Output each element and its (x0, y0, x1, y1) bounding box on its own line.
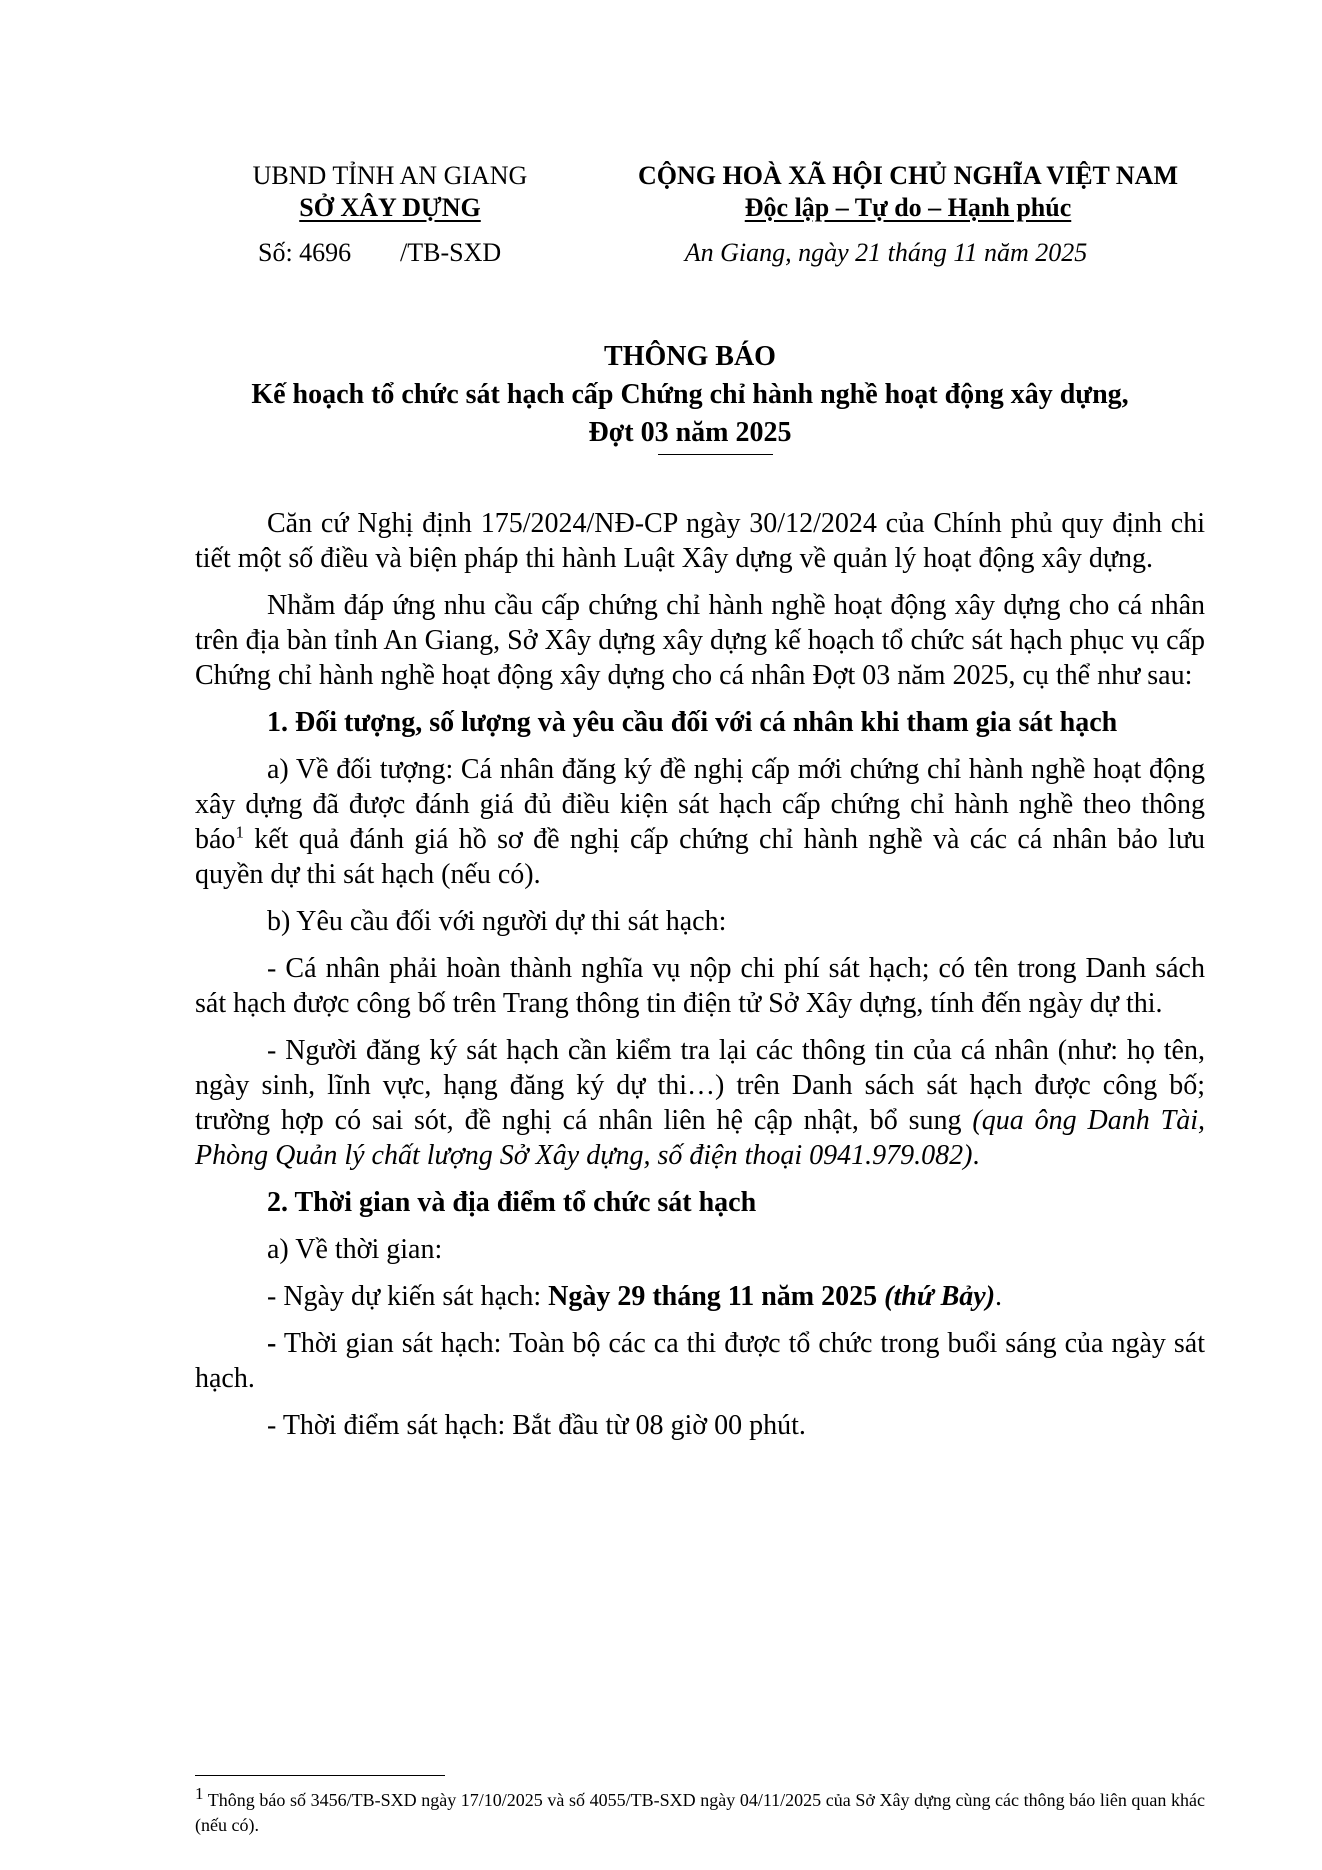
national-motto-block (606, 160, 1210, 224)
document-number-suffix: /TB-SXD (400, 238, 502, 267)
title-divider (658, 454, 773, 455)
paragraph-time-intro: a) Về thời gian: (267, 1234, 443, 1265)
paragraph-subjects: a) Về đối tượng: Cá nhân đăng ký đề nghị cấp mới chứng chỉ hành nghề hoạt động xây dựng đã được đánh giá đủ điều kiện sát hạch cấp chứng chỉ hành nghề theo thông báo$^1$ kết quả đánh giá hồ sơ đề nghị cấp chứng chỉ hành nghề và các cá nhân bảo lưu quyền dự thi sát hạch (nếu có). (195, 754, 1205, 890)
paragraph-requirements-intro: b) Yêu cầu đối với người dự thi sát hạch: (267, 906, 727, 937)
issuer-authority: UBND TỈNH AN GIANG (252, 161, 528, 190)
paragraph-purpose: Nhằm đáp ứng nhu cầu cấp chứng chỉ hành nghề hoạt động xây dựng cho cá nhân trên địa bàn tỉnh An Giang, Sở Xây dựng xây dựng kế hoạch tổ chức sát hạch phục vụ cấp Chứng chỉ hành nghề hoạt động xây dựng cho cá nhân Đợt 03 năm 2025, cụ thể như sau: (195, 590, 1205, 691)
place-date: An Giang, ngày 21 tháng 11 năm 2025 (684, 238, 1088, 267)
paragraph-exam-date: - Ngày dự kiến sát hạch: Ngày 29 tháng 11 năm 2025 (thứ Bảy). (267, 1281, 1003, 1312)
section-heading-1: 1. Đối tượng, số lượng và yêu cầu đối với cá nhân khi tham gia sát hạch (267, 707, 1118, 738)
paragraph-exam-start: - Thời điểm sát hạch: Bắt đầu từ 08 giờ 00 phút. (267, 1410, 806, 1441)
paragraph-exam-time: - Thời gian sát hạch: Toàn bộ các ca thi được tổ chức trong buổi sáng của ngày sát hạch. (195, 1328, 1205, 1394)
title-sub-line-1: Kế hoạch tổ chức sát hạch cấp Chứng chỉ hành nghề hoạt động xây dựng, (251, 379, 1129, 410)
document-title (160, 338, 1220, 452)
section-heading-2: 2. Thời gian và địa điểm tổ chức sát hạch (267, 1187, 757, 1218)
footnote-divider (195, 1775, 445, 1776)
footnote-text: Thông báo số 3456/TB-SXD ngày 17/10/2025 và số 4055/TB-SXD ngày 04/11/2025 của Sở Xây dựng cùng các thông báo liên quan khác (nếu có). (195, 1790, 1205, 1835)
issuer-block (230, 160, 550, 224)
issuer-department: SỞ XÂY DỰNG (299, 193, 481, 222)
footnote-mark: 1 (195, 1784, 204, 1803)
document-number: Số: 4696 (258, 238, 352, 267)
paragraph-requirement-check: - Người đăng ký sát hạch cần kiểm tra lại các thông tin của cá nhân (như: họ tên, ngày sinh, lĩnh vực, hạng đăng ký dự thi…) trên Danh sách sát hạch được công bố; trường hợp có sai sót, đề nghị cá nhân liên hệ cập nhật, bổ sung (qua ông Danh Tài, Phòng Quản lý chất lượng Sở Xây dựng, số điện thoại 0941.979.082). (195, 1035, 1205, 1171)
footnote (195, 1784, 1205, 1838)
paragraph-requirement-fee: - Cá nhân phải hoàn thành nghĩa vụ nộp chi phí sát hạch; có tên trong Danh sách sát hạch được công bố trên Trang thông tin điện tử Sở Xây dựng, tính đến ngày dự thi. (195, 953, 1205, 1019)
motto: Độc lập – Tự do – Hạnh phúc (744, 193, 1072, 222)
country-name: CỘNG HOÀ XÃ HỘI CHỦ NGHĨA VIỆT NAM (637, 161, 1179, 190)
paragraph-legal-basis: Căn cứ Nghị định 175/2024/NĐ-CP ngày 30/12/2024 của Chính phủ quy định chi tiết một số điều và biện pháp thi hành Luật Xây dựng về quản lý hoạt động xây dựng. (195, 508, 1205, 574)
footnote-reference[interactable]: 1 (235, 822, 244, 842)
document-body (195, 506, 1205, 1455)
title-main: THÔNG BÁO (604, 341, 776, 372)
title-sub-line-2: Đợt 03 năm 2025 (588, 417, 792, 448)
